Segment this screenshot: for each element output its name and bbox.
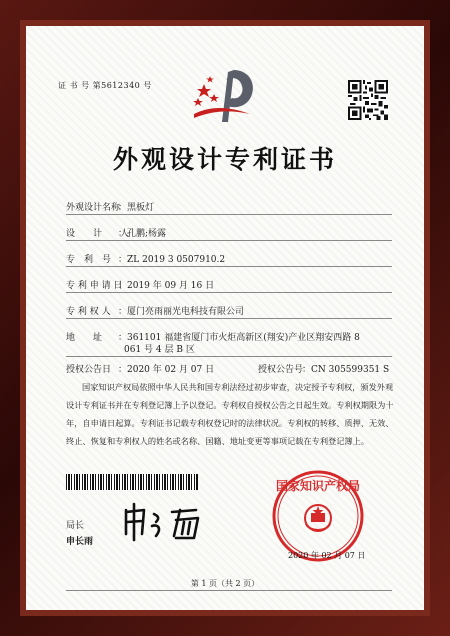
patent-number-label: 专 利 号 bbox=[66, 255, 112, 265]
patentee-label: 专 利 权 人 bbox=[66, 307, 111, 317]
designer-label: 设 计 人 bbox=[66, 229, 130, 239]
patentee-value: ：厦门亮雨丽光电科技有限公司 bbox=[118, 307, 245, 317]
patent-number-value: ：ZL 2019 3 0507910.2 bbox=[118, 255, 226, 265]
barcode bbox=[66, 474, 198, 490]
divider bbox=[66, 214, 392, 215]
filing-date-value: ：2019 年 09 月 16 日 bbox=[118, 281, 215, 291]
design-name-label: 外观设计名称 bbox=[66, 203, 121, 213]
seal-date: 2020 年 02 月 07 日 bbox=[288, 551, 366, 560]
divider bbox=[66, 590, 392, 591]
filing-date-label: 专 利 申 请 日 bbox=[66, 281, 123, 291]
certificate-body-text: 国家知识产权局依照中华人民共和国专利法经过初步审查，决定授予专利权，颁发外观设计专利证书并在专利登记簿上予以登记。专利权自授权公告之日起生效。专利权期限为十年，自申请日起算。专利证书记载专利权登记时的法律状况。专利权的转移、质押、无效、终止、恢复和专利权人的姓名或名称、国籍、地址变更等事项记载在专利登记簿上。 bbox=[66, 382, 394, 446]
certificate-number: 证 书 号 第5612340 号 bbox=[58, 81, 152, 90]
seal-text: 国家知识产权局 bbox=[275, 479, 361, 493]
design-name-value: ：黑板灯 bbox=[118, 203, 155, 213]
divider bbox=[66, 318, 392, 319]
divider bbox=[66, 266, 392, 267]
address-value-line1: ：361101 福建省厦门市火炬高新区(翔安)产业区翔安西路 8 bbox=[118, 333, 360, 343]
divider bbox=[66, 240, 392, 241]
director-signature bbox=[118, 500, 208, 544]
address-value-line2: 061 号 4 层 B 区 bbox=[124, 345, 195, 355]
cnipa-logo-icon bbox=[188, 64, 268, 126]
divider bbox=[66, 356, 392, 357]
page-title: 外观设计专利证书 bbox=[112, 145, 337, 174]
grant-number-label: 授权公告号 bbox=[258, 365, 304, 375]
divider bbox=[66, 292, 392, 293]
qr-code-icon bbox=[348, 80, 388, 120]
page-indicator: 第 1 页（共 2 页） bbox=[190, 579, 260, 588]
designer-value: ：孔鹏;杨露 bbox=[118, 229, 167, 239]
grant-date-value: ：2020 年 02 月 07 日 bbox=[118, 365, 215, 375]
grant-date-label: 授权公告日 bbox=[66, 365, 112, 375]
address-label: 地 址 bbox=[66, 333, 103, 343]
grant-number-value: ：CN 305599351 S bbox=[302, 365, 390, 375]
seal-emblem-icon bbox=[305, 505, 331, 531]
director-name: 申长雨 bbox=[66, 537, 94, 547]
director-title: 局长 bbox=[66, 521, 85, 531]
